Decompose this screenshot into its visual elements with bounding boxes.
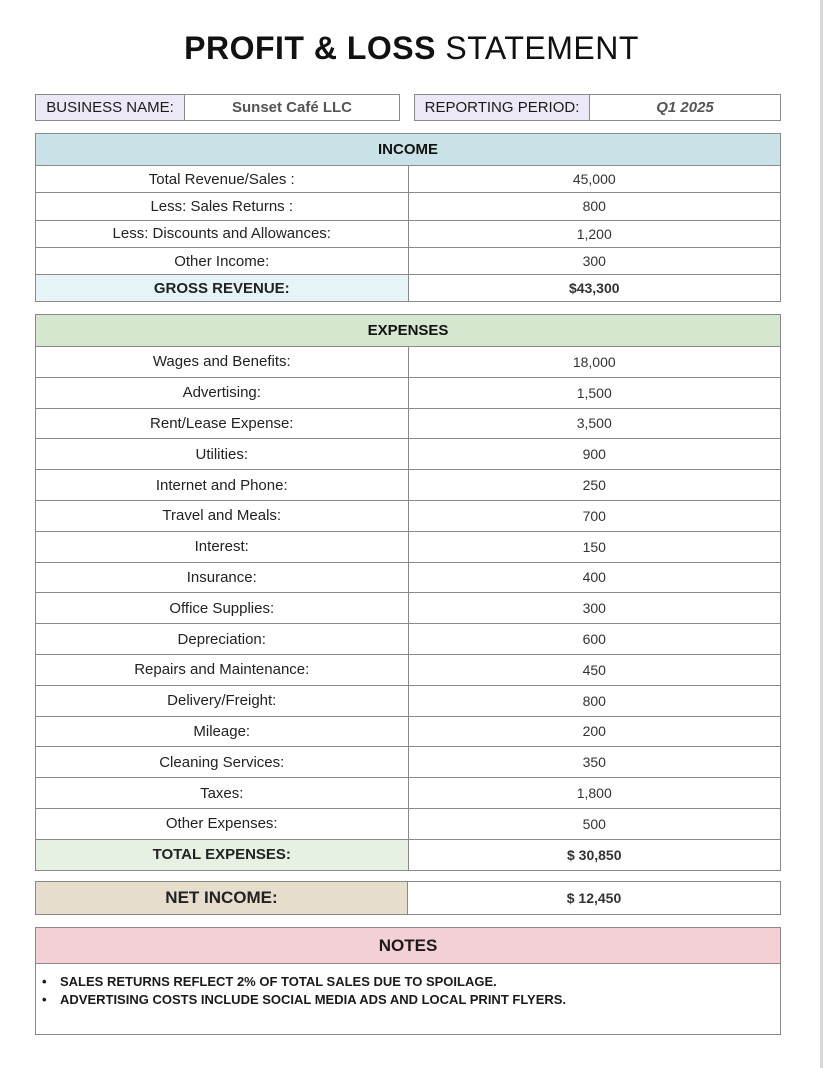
business-name-field[interactable]: Sunset Café LLC [184,94,400,121]
row-value[interactable]: 300 [408,247,781,274]
table-row [36,808,781,839]
notes-header: NOTES [36,928,780,964]
list-item [42,973,780,991]
table-row [36,778,781,809]
notes-list[interactable] [36,964,780,1009]
row-label: Utilities: [36,439,409,470]
total-expenses-value[interactable]: $ 30,850 [408,839,781,870]
table-row [36,747,781,778]
row-value[interactable]: 3,500 [408,408,781,439]
table-row [36,377,781,408]
total-expenses-label: TOTAL EXPENSES: [36,839,409,870]
table-row [36,716,781,747]
row-value[interactable]: 800 [408,685,781,716]
row-label: Other Income: [36,247,409,274]
title-bold: PROFIT & LOSS [184,30,436,66]
income-header-row [36,134,781,166]
row-value[interactable]: 600 [408,624,781,655]
row-label: Other Expenses: [36,808,409,839]
row-label: Less: Sales Returns : [36,193,409,220]
table-row [36,470,781,501]
reporting-period-field[interactable]: Q1 2025 [589,94,781,121]
row-value[interactable]: 900 [408,439,781,470]
row-value[interactable]: 700 [408,500,781,531]
total-expenses-row [36,839,781,870]
row-value[interactable]: 400 [408,562,781,593]
bullet-icon: • [42,992,47,1007]
business-name-label: BUSINESS NAME: [35,94,185,121]
row-value[interactable]: 1,500 [408,377,781,408]
row-value[interactable]: 1,200 [408,220,781,247]
row-label: Interest: [36,531,409,562]
bullet-icon: • [42,974,47,989]
table-row [36,193,781,220]
row-label: Less: Discounts and Allowances: [36,220,409,247]
table-row [36,500,781,531]
table-row [36,247,781,274]
expenses-table [35,314,781,871]
net-income-row [36,882,781,915]
row-label: Depreciation: [36,624,409,655]
list-item [42,991,780,1009]
row-label: Rent/Lease Expense: [36,408,409,439]
notes-section [35,927,781,1035]
row-label: Total Revenue/Sales : [36,166,409,193]
row-label: Wages and Benefits: [36,347,409,378]
row-value[interactable]: 18,000 [408,347,781,378]
row-value[interactable]: 800 [408,193,781,220]
row-value[interactable]: 45,000 [408,166,781,193]
row-value[interactable]: 150 [408,531,781,562]
row-label: Office Supplies: [36,593,409,624]
expenses-header-row [36,315,781,347]
row-label: Advertising: [36,377,409,408]
table-row [36,531,781,562]
row-label: Internet and Phone: [36,470,409,501]
row-value[interactable]: 450 [408,654,781,685]
table-row [36,685,781,716]
table-row [36,439,781,470]
row-value[interactable]: 200 [408,716,781,747]
table-row [36,654,781,685]
table-row [36,624,781,655]
reporting-period-label: REPORTING PERIOD: [414,94,590,121]
gross-revenue-value[interactable]: $43,300 [408,275,781,302]
row-value[interactable]: 1,800 [408,778,781,809]
table-row [36,593,781,624]
table-row [36,562,781,593]
table-row [36,408,781,439]
business-info-row [35,94,781,121]
gross-revenue-label: GROSS REVENUE: [36,275,409,302]
page-title [0,30,823,67]
row-value[interactable]: 300 [408,593,781,624]
row-value[interactable]: 350 [408,747,781,778]
net-income-value[interactable]: $ 12,450 [408,882,781,915]
table-row [36,347,781,378]
income-table [35,133,781,302]
note-text: SALES RETURNS REFLECT 2% OF TOTAL SALES DUE TO SPOILAGE. [60,974,497,989]
row-value[interactable]: 250 [408,470,781,501]
row-value[interactable]: 500 [408,808,781,839]
note-text: ADVERTISING COSTS INCLUDE SOCIAL MEDIA ADS AND LOCAL PRINT FLYERS. [60,992,567,1007]
row-label: Repairs and Maintenance: [36,654,409,685]
income-header: INCOME [36,134,781,166]
row-label: Taxes: [36,778,409,809]
row-label: Travel and Meals: [36,500,409,531]
title-normal: STATEMENT [445,30,639,66]
row-label: Mileage: [36,716,409,747]
net-income-label: NET INCOME: [36,882,408,915]
row-label: Insurance: [36,562,409,593]
row-label: Cleaning Services: [36,747,409,778]
expenses-header: EXPENSES [36,315,781,347]
table-row [36,220,781,247]
net-income-table [35,881,781,915]
table-row [36,166,781,193]
gross-revenue-row [36,275,781,302]
row-label: Delivery/Freight: [36,685,409,716]
